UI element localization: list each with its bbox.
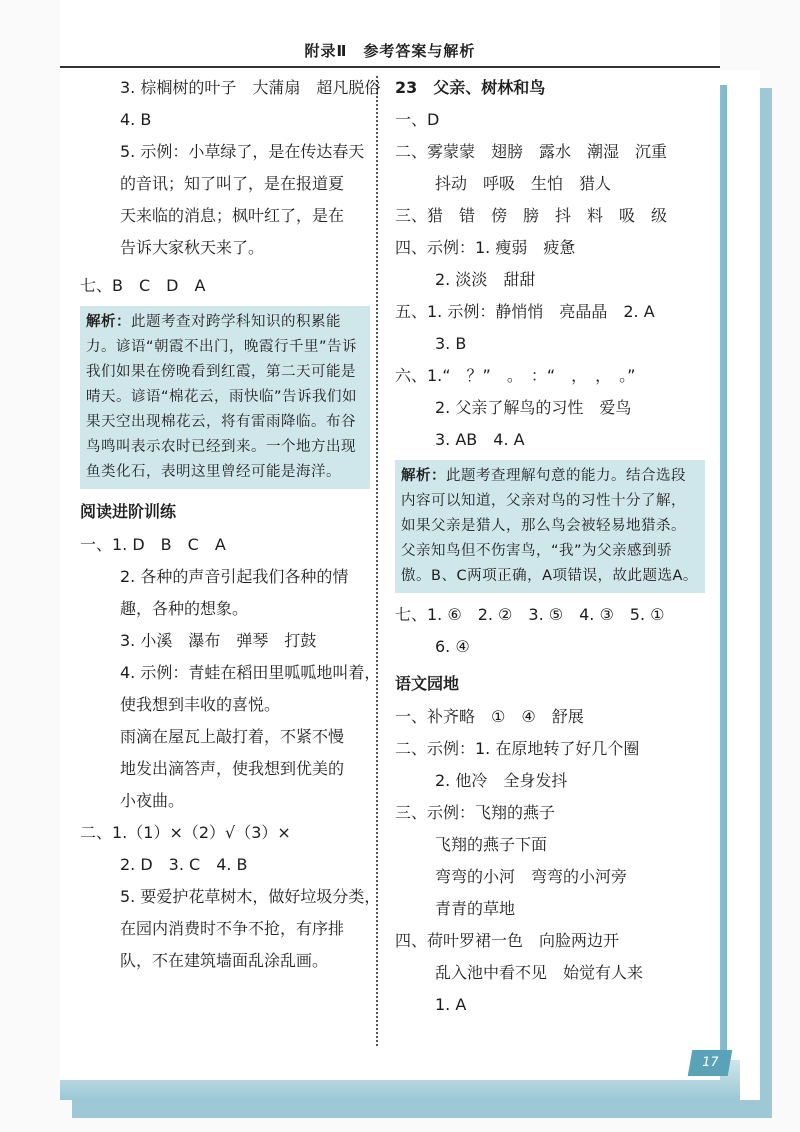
answer-line: 四、示例：1. 瘦弱 疲惫 — [395, 238, 576, 257]
section-title: 阅读进阶训练 — [80, 502, 177, 521]
answer-line: 乱入池中看不见 始觉有人来 — [435, 963, 644, 982]
header-rule — [60, 66, 720, 68]
answer-line: 一、1. D B C A — [80, 535, 226, 554]
analysis-box — [395, 460, 705, 593]
analysis-text: 此题考查对跨学科知识的积累能力。谚语“朝霞不出门，晚霞行千里”告诉我们如果在傍晚看到红霞，第二天可能是晴天。谚语“棉花云，雨快临”告诉我们如果天空出现棉花云，将有雷雨降临。布谷鸟鸣叫表示农时已经到来。一个地方出现鱼类化石，表明这里曾经可能是海洋。 — [86, 314, 358, 480]
page-number: 17 — [688, 1050, 733, 1076]
answer-line: 七、B C D A — [80, 276, 206, 295]
answer-line: 使我想到丰收的喜悦。 — [120, 695, 281, 714]
answer-line: 天来临的消息；枫叶红了，是在 — [120, 206, 345, 225]
answer-line: 2. 父亲了解鸟的习性 爱鸟 — [435, 398, 632, 417]
answer-line: 弯弯的小河 弯弯的小河旁 — [435, 867, 628, 886]
answer-line: 6. ④ — [435, 637, 470, 656]
answer-line: 一、D — [395, 110, 440, 129]
analysis-box — [80, 306, 370, 489]
analysis-label: 解析： — [401, 468, 446, 484]
answer-line: 二、1.（1）×（2）√（3）× — [80, 823, 291, 842]
answer-line: 1. A — [435, 995, 467, 1014]
answer-line: 3. 小溪 瀑布 弹琴 打鼓 — [120, 631, 317, 650]
answer-line: 4. 示例：青蛙在稻田里呱呱地叫着， — [120, 663, 381, 682]
answer-line: 青青的草地 — [435, 899, 516, 918]
analysis-label: 解析： — [86, 314, 131, 330]
answer-line: 二、雾蒙蒙 翅膀 露水 潮湿 沉重 — [395, 142, 668, 161]
answer-line: 雨滴在屋瓦上敲打着，不紧不慢 — [120, 727, 345, 746]
answer-line: 3. B — [435, 334, 467, 353]
answer-line: 队，不在建筑墙面乱涂乱画。 — [120, 951, 329, 970]
answer-line: 飞翔的燕子下面 — [435, 835, 548, 854]
answer-line: 3. AB 4. A — [435, 430, 525, 449]
answer-line: 六、1.“ ？” 。 ：“ ， ， 。” — [395, 366, 636, 385]
right-column — [395, 72, 705, 1021]
page-header: 附录Ⅱ 参考答案与解析 — [304, 42, 476, 60]
answer-line: 5. 示例：小草绿了，是在传达春天 — [120, 142, 365, 161]
answer-line: 三、示例：飞翔的燕子 — [395, 803, 556, 822]
answer-line: 2. 他冷 全身发抖 — [435, 771, 568, 790]
answer-line: 5. 要爱护花草树木，做好垃圾分类， — [120, 887, 381, 906]
answer-line: 地发出滴答声，使我想到优美的 — [120, 759, 345, 778]
section-title: 语文园地 — [395, 674, 460, 693]
answer-line: 趣，各种的想象。 — [120, 599, 249, 618]
answer-line: 小夜曲。 — [120, 791, 185, 810]
left-column — [80, 72, 381, 977]
answer-line: 4. B — [120, 110, 152, 129]
answer-line: 的音讯；知了叫了，是在报道夏 — [120, 174, 345, 193]
answer-line: 2. D 3. C 4. B — [120, 855, 248, 874]
answer-line: 2. 淡淡 甜甜 — [435, 270, 536, 289]
answer-line: 三、猎 错 傍 膀 抖 料 吸 级 — [395, 206, 668, 225]
answer-line: 七、1. ⑥ 2. ② 3. ⑤ 4. ③ 5. ① — [395, 605, 665, 624]
answer-line: 3. 棕榈树的叶子 大蒲扇 超凡脱俗 — [120, 78, 381, 97]
answer-line: 2. 各种的声音引起我们各种的情 — [120, 567, 349, 586]
answer-line: 五、1. 示例：静悄悄 亮晶晶 2. A — [395, 302, 655, 321]
page — [60, 0, 720, 1080]
answer-line: 告诉大家秋天来了。 — [120, 238, 265, 257]
answer-line: 二、示例：1. 在原地转了好几个圈 — [395, 739, 640, 758]
answer-line: 四、荷叶罗裙一色 向脸两边开 — [395, 931, 620, 950]
answer-line: 抖动 呼吸 生怕 猎人 — [435, 174, 612, 193]
answer-line: 一、补齐略 ① ④ 舒展 — [395, 707, 584, 726]
analysis-text: 此题考查理解句意的能力。结合选段内容可以知道，父亲对鸟的习性十分了解，如果父亲是猎人，那么鸟会被轻易地猎杀。父亲知鸟但不伤害鸟，“我”为父亲感到骄傲。B、C两项正确，A项错误，故此题选A。 — [401, 468, 698, 584]
lesson-title: 23 父亲、树林和鸟 — [395, 78, 546, 97]
answer-line: 在园内消费时不争不抢，有序排 — [120, 919, 345, 938]
